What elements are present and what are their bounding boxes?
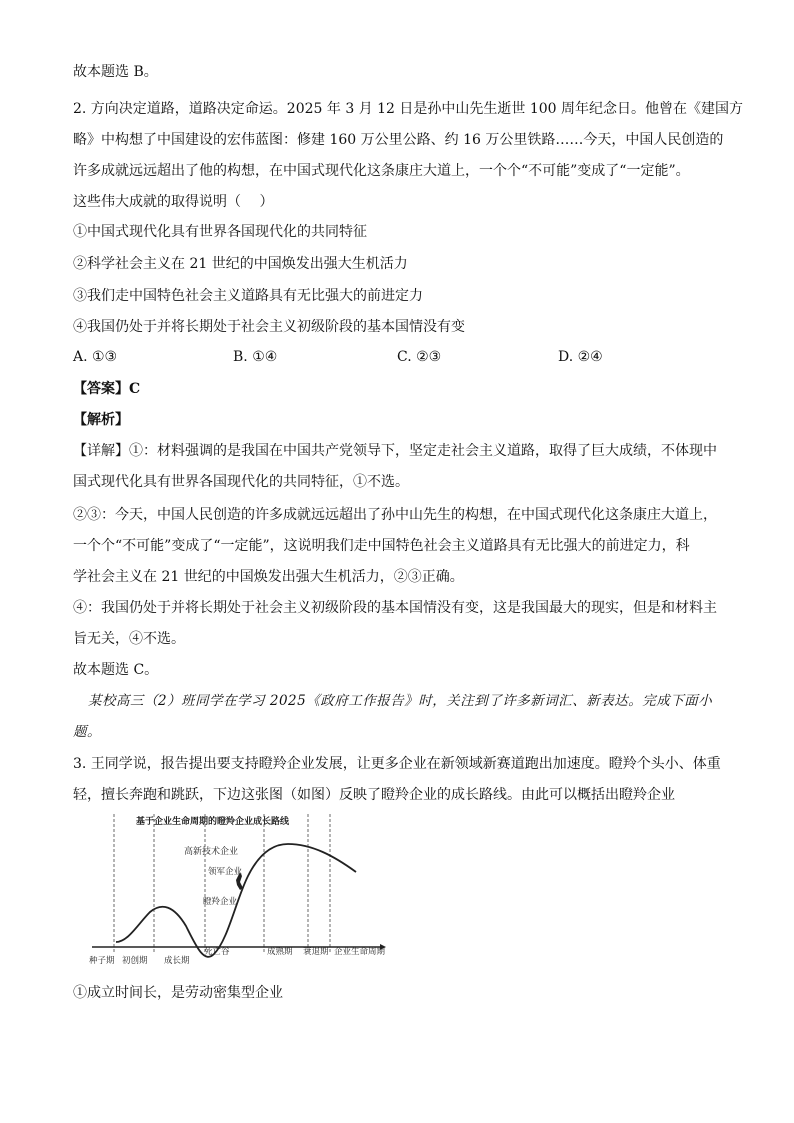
statement-1: ①中国式现代化具有世界各国现代化的共同特征 [73, 224, 367, 240]
statement-2: ②科学社会主义在 21 世纪的中国焕发出强大生机活力 [73, 256, 408, 272]
figure-title: 基于企业生命周期的瞪羚企业成长路线 [136, 817, 290, 827]
stage-dividers [114, 814, 330, 954]
question-2-stem: 许多成就远远超出了他的构想，在中国式现代化这条康庄大道上，一个个“不可能”变成了“一定能”。 [73, 163, 690, 179]
question-2-stem: 这些伟大成就的取得说明（ ） [73, 194, 274, 210]
label-gazelle: 瞪羚企业 [203, 897, 238, 907]
stage-decline: 衰退期 [303, 947, 329, 957]
gazelle-growth-figure [88, 814, 388, 970]
stage-seed: 种子期 [89, 956, 115, 966]
detail-line: 旨无关，④不选。 [73, 631, 185, 647]
detail-line: 学社会主义在 21 世纪的中国焕发出强大生机活力，②③正确。 [73, 569, 464, 585]
question-3-stem: 3. 王同学说，报告提出要支持瞪羚企业发展，让更多企业在新领域新赛道跑出加速度。瞪羚个头小、体重 [73, 756, 721, 772]
detail-line: 【详解】①：材料强调的是我国在中国共产党领导下，坚定走社会主义道路，取得了巨大成绩，不体现中 [73, 443, 717, 459]
question-3-stem: 轻，擅长奔跑和跳跃，下边这张图（如图）反映了瞪羚企业的成长路线。由此可以概括出瞪羚企业 [73, 787, 675, 803]
detail-line: ②③：今天，中国人民创造的许多成就远远超出了孙中山先生的构想，在中国式现代化这条康庄大道上， [73, 507, 717, 523]
stage-lifecycle: 企业生命周期 [334, 947, 386, 957]
group-intro: 某校高三（2）班同学在学习 2025《政府工作报告》时，关注到了许多新词汇、新表达。完成下面小 [88, 693, 713, 709]
statement-3: ③我们走中国特色社会主义道路具有无比强大的前进定力 [73, 288, 423, 304]
stage-startup: 初创期 [122, 956, 148, 966]
statement-4: ④我国仍处于并将长期处于社会主义初级阶段的基本国情没有变 [73, 319, 465, 335]
group-intro: 题。 [73, 724, 101, 740]
analysis-heading: 【解析】 [73, 412, 129, 428]
text-line: 故本题选 B。 [73, 64, 158, 80]
option-b: B. ①④ [233, 349, 278, 365]
stage-death-valley: 死亡谷 [204, 947, 230, 957]
question-2-stem: 2. 方向决定道路，道路决定命运。2025 年 3 月 12 日是孙中山先生逝世 100 周年纪念日。他曾在《建国方 [73, 101, 744, 117]
detail-line: 国式现代化具有世界各国现代化的共同特征，①不选。 [73, 474, 409, 490]
detail-line: 一个个“不可能”变成了“一定能”，这说明我们走中国特色社会主义道路具有无比强大的前进定力，科 [73, 538, 690, 554]
question-3-statement-1: ①成立时间长，是劳动密集型企业 [73, 985, 283, 1001]
answer: 【答案】C [73, 381, 141, 397]
option-c: C. ②③ [397, 349, 442, 365]
text-line: 故本题选 C。 [73, 662, 159, 678]
label-high-tech: 高新技术企业 [184, 847, 239, 857]
option-d: D. ②④ [558, 349, 603, 365]
detail-line: ④：我国仍处于并将长期处于社会主义初级阶段的基本国情没有变，这是我国最大的现实，但是和材料主 [73, 600, 717, 616]
question-2-stem: 略》中构想了中国建设的宏伟蓝图：修建 160 万公里公路、约 16 万公里铁路……今天，中国人民创造的 [73, 132, 724, 148]
label-leader: 领军企业 [208, 867, 243, 877]
option-a: A. ①③ [73, 349, 118, 365]
stage-mature: 成熟期 [267, 947, 293, 957]
stage-growth: 成长期 [164, 956, 190, 966]
